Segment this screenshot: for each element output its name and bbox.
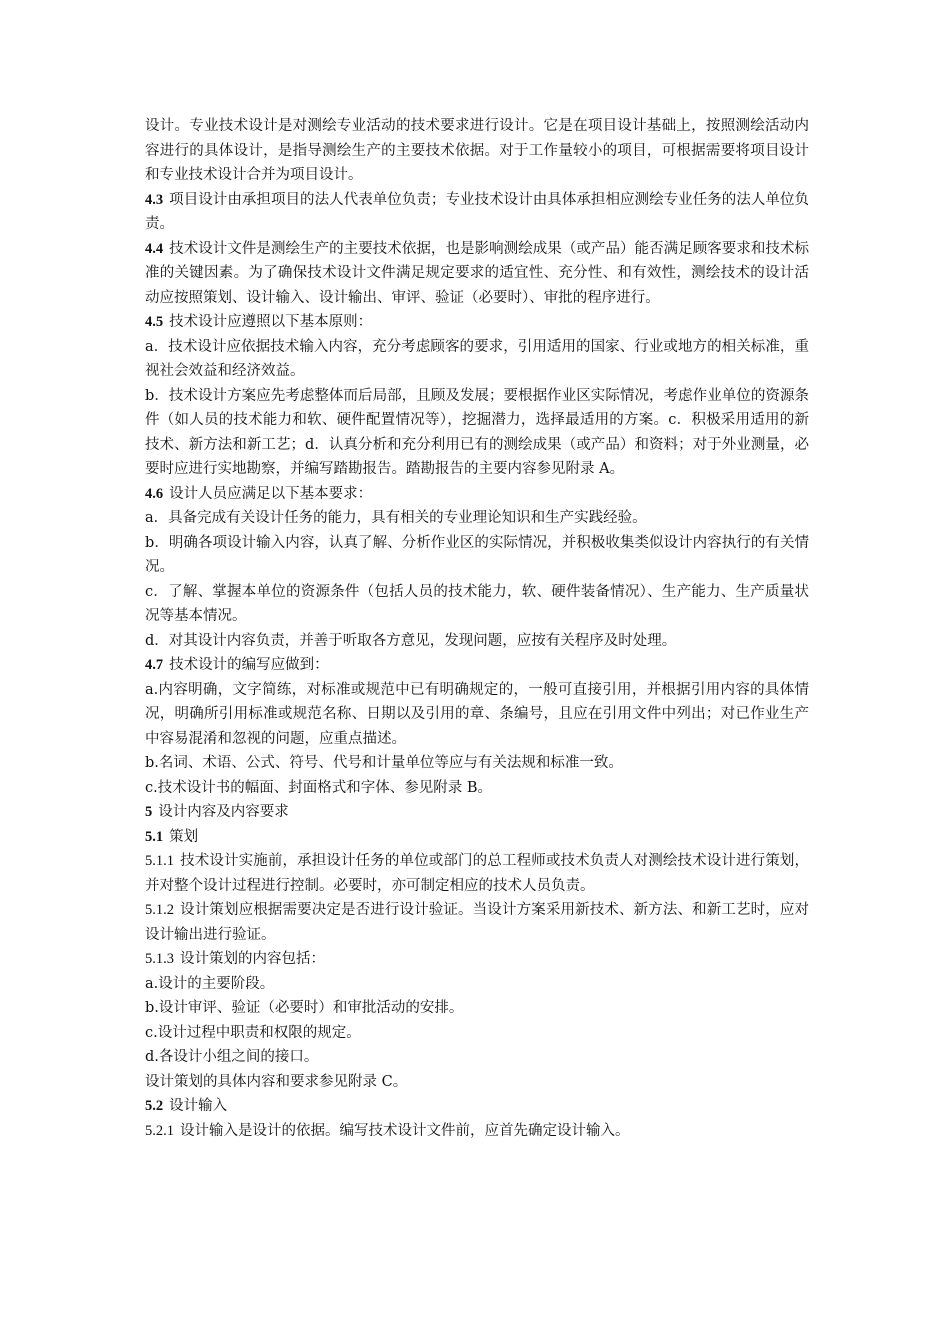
paragraph-text: a.内容明确，文字简练，对标准或规范中已有明确规定的，一般可直接引用，并根据引用内容的具体情况，明确所引用标准或规范名称、日期以及引用的章、条编号，且应在引用文件中列出；对已作业生产中容易混淆和忽视的问题，应重点描述。	[145, 681, 809, 747]
paragraph-text: d．对其设计内容负责，并善于听取各方意见，发现问题，应按有关程序及时处理。	[145, 632, 677, 649]
paragraph-text: a．具备完成有关设计任务的能力，具有相关的专业理论知识和生产实践经验。	[145, 510, 647, 526]
document-paragraph	[145, 629, 809, 654]
document-paragraph	[145, 825, 809, 850]
document-paragraph	[145, 506, 809, 531]
document-paragraph	[145, 653, 809, 678]
document-paragraph	[145, 776, 809, 801]
paragraph-text: 设计。专业技术设计是对测绘专业活动的技术要求进行设计。它是在项目设计基础上，按照测绘活动内容进行的具体设计，是指导测绘生产的主要技术依据。对于工作量较小的项目，可根据需要将项目设计和专业技术设计合并为项目设计。	[145, 118, 809, 183]
document-page	[145, 114, 809, 1143]
paragraph-text: b.名词、术语、公式、符号、代号和计量单位等应与有关法规和标准一致。	[145, 755, 623, 771]
paragraph-text: 设计策划应根据需要决定是否进行设计验证。当设计方案采用新技术、新方法、和新工艺时，应对设计输出进行验证。	[145, 902, 809, 943]
paragraph-text: 设计输入是设计的依据。编写技术设计文件前，应首先确定设计输入。	[180, 1122, 630, 1139]
paragraph-text: 项目设计由承担项目的法人代表单位负责；专业技术设计由具体承担相应测绘专业任务的法人单位负责。	[145, 191, 809, 232]
section-number: 5	[145, 804, 153, 820]
section-number: 5.2	[145, 1098, 164, 1114]
document-paragraph	[145, 1119, 809, 1144]
paragraph-text: b．技术设计方案应先考虑整体而后局部，且顾及发展；要根据作业区实际情况，考虑作业单位的资源条件（如人员的技术能力和软、硬件配置情况等），挖掘潜力，选择最适用的方案。c．积极采用适用的新技术、新方法和新工艺；d．认真分析和充分利用已有的测绘成果（或产品）和资料；对于外业测量，必要时应进行实地勘察，并编写踏勘报告。踏勘报告的主要内容参见附录 A。	[145, 387, 809, 477]
document-paragraph	[145, 335, 809, 384]
document-paragraph	[145, 384, 809, 482]
document-paragraph	[145, 1070, 809, 1095]
document-paragraph	[145, 947, 809, 972]
document-paragraph	[145, 1045, 809, 1070]
document-paragraph	[145, 310, 809, 335]
paragraph-text: 设计人员应满足以下基本要求：	[169, 485, 373, 502]
paragraph-text: 技术设计实施前，承担设计任务的单位或部门的总工程师或技术负责人对测绘技术设计进行策划，并对整个设计过程进行控制。必要时，亦可制定相应的技术人员负责。	[145, 853, 809, 894]
document-paragraph	[145, 237, 809, 311]
section-number: 5.2.1	[145, 1122, 174, 1139]
section-number: 4.5	[145, 314, 164, 330]
paragraph-text: c.设计过程中职责和权限的规定。	[145, 1024, 361, 1041]
paragraph-text: 设计策划的具体内容和要求参见附录 C。	[145, 1073, 408, 1090]
section-number: 4.3	[145, 191, 164, 208]
document-paragraph	[145, 1021, 809, 1046]
paragraph-text: 设计内容及内容要求	[158, 804, 289, 820]
paragraph-text: a.设计的主要阶段。	[145, 975, 275, 992]
section-number: 4.4	[145, 240, 164, 257]
paragraph-text: a．技术设计应依据技术输入内容，充分考虑顾客的要求，引用适用的国家、行业或地方的相关标准，重视社会效益和经济效益。	[145, 338, 809, 379]
document-paragraph	[145, 800, 809, 825]
section-number: 5.1.1	[145, 853, 174, 869]
document-paragraph	[145, 898, 809, 947]
paragraph-text: 设计输入	[169, 1098, 228, 1114]
document-paragraph	[145, 996, 809, 1021]
paragraph-text: b．明确各项设计输入内容，认真了解、分析作业区的实际情况，并积极收集类似设计内容执行的有关情况。	[145, 534, 809, 575]
paragraph-text: b.设计审评、验证（必要时）和审批活动的安排。	[145, 1000, 464, 1016]
document-paragraph	[145, 482, 809, 507]
document-paragraph	[145, 531, 809, 580]
paragraph-text: 技术设计的编写应做到：	[169, 657, 329, 673]
document-paragraph	[145, 972, 809, 997]
document-paragraph	[145, 678, 809, 752]
document-paragraph	[145, 188, 809, 237]
section-number: 4.7	[145, 657, 164, 673]
document-paragraph	[145, 580, 809, 629]
paragraph-text: 策划	[169, 828, 199, 845]
paragraph-text: d.各设计小组之间的接口。	[145, 1049, 319, 1065]
section-number: 5.1.2	[145, 902, 174, 918]
section-number: 5.1	[145, 828, 164, 845]
paragraph-text: 技术设计应遵照以下基本原则：	[169, 314, 373, 330]
document-paragraph	[145, 114, 809, 188]
document-paragraph	[145, 751, 809, 776]
paragraph-text: 技术设计文件是测绘生产的主要技术依据，也是影响测绘成果（或产品）能否满足顾客要求和技术标准的关键因素。为了确保技术设计文件满足规定要求的适宜性、充分性、和有效性，测绘技术的设计活动应按照策划、设计输入、设计输出、审评、验证（必要时）、审批的程序进行。	[145, 240, 809, 306]
paragraph-text: 设计策划的内容包括：	[180, 951, 325, 967]
document-paragraph	[145, 849, 809, 898]
section-number: 4.6	[145, 485, 164, 502]
paragraph-text: c．了解、掌握本单位的资源条件（包括人员的技术能力，软、硬件装备情况）、生产能力、生产质量状况等基本情况。	[145, 583, 809, 624]
document-paragraph	[145, 1094, 809, 1119]
paragraph-text: c.技术设计书的幅面、封面格式和字体、参见附录 B。	[145, 779, 492, 796]
section-number: 5.1.3	[145, 951, 174, 967]
